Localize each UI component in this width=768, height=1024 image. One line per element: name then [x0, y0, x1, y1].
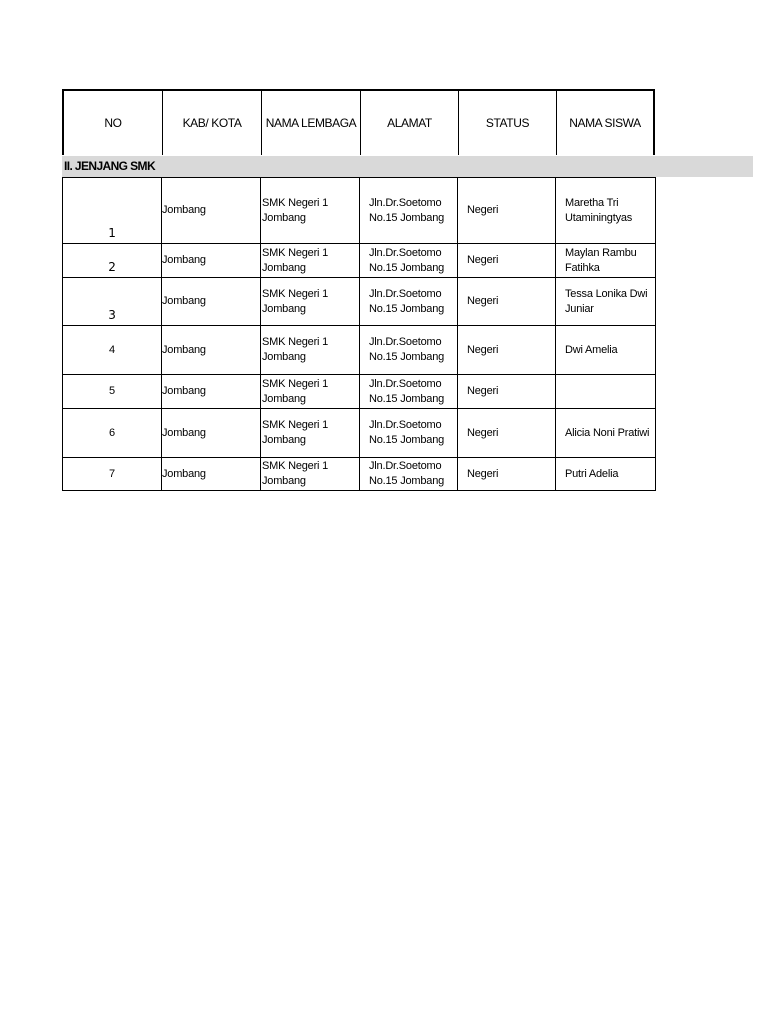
cell-line: Utaminingtyas — [565, 211, 633, 224]
cell-nama-siswa — [556, 178, 656, 244]
header-no: NO — [64, 91, 163, 155]
cell-nama-lembaga — [261, 326, 360, 375]
cell-no: 2 — [63, 244, 162, 278]
cell-line: No.15 Jombang — [369, 475, 445, 487]
cell-line: Jombang — [262, 392, 306, 405]
header-status: STATUS — [459, 91, 557, 155]
cell-nama-lembaga — [261, 278, 360, 326]
table-row — [63, 326, 656, 375]
cell-nama-siswa — [556, 244, 656, 278]
cell-line: No.15 Jombang — [369, 392, 445, 405]
table-header — [62, 89, 655, 155]
table-row — [63, 244, 656, 278]
cell-line: Jombang — [262, 475, 306, 487]
cell-nama-siswa — [556, 278, 656, 326]
cell-line: Jombang — [262, 351, 306, 363]
header-alamat: ALAMAT — [361, 91, 459, 155]
cell-line: SMK Negeri 1 — [262, 460, 329, 472]
cell-line: Jln.Dr.Soetomo — [369, 196, 442, 209]
table-row — [63, 375, 656, 409]
table-row — [63, 278, 656, 326]
cell-status: Negeri — [458, 178, 556, 244]
cell-nama-lembaga — [261, 409, 360, 458]
cell-nama-siswa — [556, 375, 656, 409]
cell-line: SMK Negeri 1 — [262, 336, 329, 348]
cell-line: Fatihka — [565, 261, 600, 274]
cell-line: No.15 Jombang — [369, 302, 445, 315]
cell-line: Maylan Rambu — [565, 246, 637, 259]
cell-kab-kota: Jombang — [162, 326, 261, 375]
cell-line: Jombang — [262, 261, 306, 274]
table-row — [63, 458, 656, 491]
cell-kab-kota: Jombang — [162, 375, 261, 409]
cell-line: SMK Negeri 1 — [262, 196, 329, 209]
table-row — [63, 178, 656, 244]
cell-line: No.15 Jombang — [369, 211, 445, 224]
cell-line: Jln.Dr.Soetomo — [369, 460, 442, 472]
cell-status: Negeri — [458, 326, 556, 375]
cell-line: Jln.Dr.Soetomo — [369, 377, 442, 390]
cell-nama-siswa: Putri Adelia — [556, 458, 656, 491]
cell-alamat — [360, 278, 458, 326]
cell-line: SMK Negeri 1 — [262, 377, 329, 390]
cell-line: Jln.Dr.Soetomo — [369, 336, 442, 348]
section-title: II. JENJANG SMK — [62, 156, 753, 177]
header-nama-lembaga: NAMA LEMBAGA — [262, 91, 361, 155]
cell-line: Tessa Lonika Dwi — [565, 287, 648, 300]
cell-line: Jln.Dr.Soetomo — [369, 287, 442, 300]
cell-line: SMK Negeri 1 — [262, 246, 329, 259]
cell-no: 4 — [63, 326, 162, 375]
cell-kab-kota: Jombang — [162, 278, 261, 326]
cell-nama-siswa: Alicia Noni Pratiwi — [556, 409, 656, 458]
cell-line: No.15 Jombang — [369, 261, 445, 274]
cell-line: Jombang — [262, 434, 306, 446]
cell-line: No.15 Jombang — [369, 351, 445, 363]
cell-alamat — [360, 326, 458, 375]
cell-kab-kota: Jombang — [162, 409, 261, 458]
cell-no: 3 — [63, 278, 162, 326]
cell-line: Juniar — [565, 302, 594, 315]
table-row — [63, 409, 656, 458]
cell-alamat — [360, 409, 458, 458]
cell-line: SMK Negeri 1 — [262, 419, 329, 431]
cell-line: SMK Negeri 1 — [262, 287, 329, 300]
header-kab-kota: KAB/ KOTA — [163, 91, 262, 155]
cell-line: Jombang — [262, 211, 306, 224]
cell-alamat — [360, 244, 458, 278]
cell-line: No.15 Jombang — [369, 434, 445, 446]
cell-status: Negeri — [458, 244, 556, 278]
cell-alamat — [360, 178, 458, 244]
cell-kab-kota: Jombang — [162, 178, 261, 244]
cell-no: 6 — [63, 409, 162, 458]
cell-kab-kota: Jombang — [162, 244, 261, 278]
cell-status: Negeri — [458, 409, 556, 458]
cell-line: Jln.Dr.Soetomo — [369, 246, 442, 259]
cell-kab-kota: Jombang — [162, 458, 261, 491]
cell-nama-lembaga — [261, 458, 360, 491]
cell-alamat — [360, 375, 458, 409]
cell-no: 7 — [63, 458, 162, 491]
student-table — [62, 177, 656, 491]
cell-line: Jln.Dr.Soetomo — [369, 419, 442, 431]
cell-nama-siswa: Dwi Amelia — [556, 326, 656, 375]
cell-no: 1 — [63, 178, 162, 244]
cell-status: Negeri — [458, 458, 556, 491]
cell-nama-lembaga — [261, 375, 360, 409]
cell-no: 5 — [63, 375, 162, 409]
cell-nama-lembaga — [261, 244, 360, 278]
cell-line: Jombang — [262, 302, 306, 315]
cell-status: Negeri — [458, 278, 556, 326]
cell-alamat — [360, 458, 458, 491]
cell-status: Negeri — [458, 375, 556, 409]
header-nama-siswa: NAMA SISWA — [569, 116, 641, 130]
cell-nama-lembaga — [261, 178, 360, 244]
cell-line: Maretha Tri — [565, 196, 619, 209]
